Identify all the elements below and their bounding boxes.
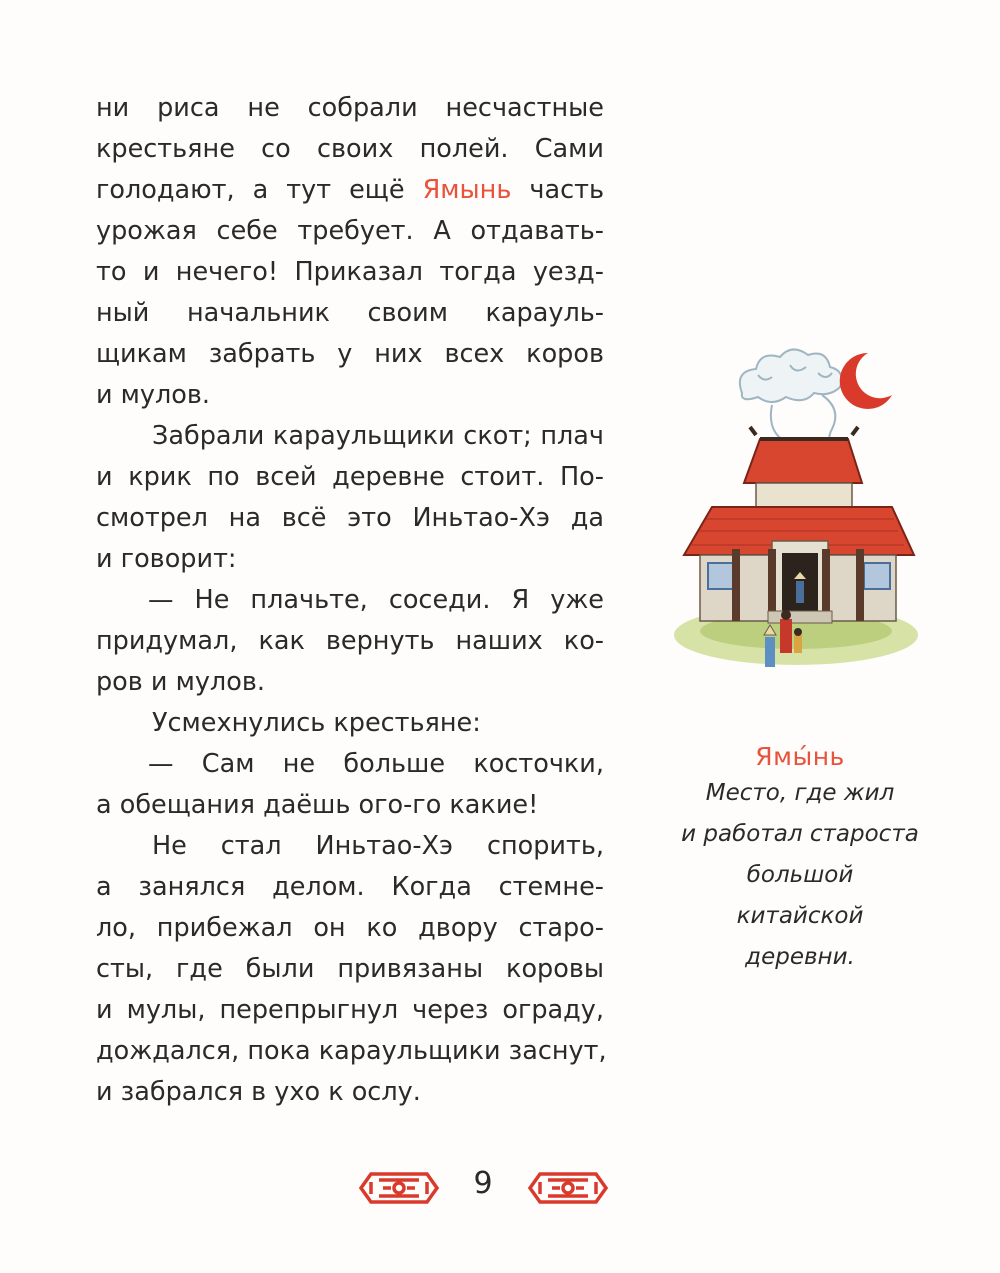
text-line: сты, где были привязаны коровы — [96, 954, 604, 984]
definition-line: деревни. — [745, 944, 855, 970]
glossary-note — [680, 742, 920, 978]
text-line: смотрел на всё это Иньтао-Хэ да — [96, 503, 604, 533]
yamen-building-illustration — [672, 335, 920, 705]
text-line: — Сам не больше косточки, — [148, 749, 604, 779]
text-line: а обещания даёшь ого-го какие! — [96, 790, 539, 820]
text-line: урожая себе требует. А отдавать- — [96, 216, 604, 246]
text-line: ло, прибежал он ко двору старо- — [96, 913, 604, 943]
definition-line: Место, где жил — [705, 780, 895, 806]
text-line: и мулов. — [96, 380, 211, 410]
moon-icon — [840, 353, 892, 409]
text-line: щикам забрать у них всех коров — [96, 339, 604, 369]
text-line: дождался, пока караульщики заснут, — [96, 1036, 607, 1066]
text-line: — Не плачьте, соседи. Я уже — [148, 585, 604, 615]
definition-line: и работал староста — [681, 821, 919, 847]
text-line: и забрался в ухо к ослу. — [96, 1077, 421, 1107]
text-line: ный начальник своим карауль- — [96, 298, 604, 328]
text-line: ни риса не собрали несчастные — [96, 93, 604, 123]
text-line: Не стал Иньтао-Хэ спорить, — [152, 831, 604, 861]
page-number: 9 — [473, 1166, 493, 1201]
text-line: то и нечего! Приказал тогда уезд- — [96, 257, 604, 287]
text-line: Забрали караульщики скот; плач — [152, 421, 604, 451]
chinese-ornament-icon — [526, 1166, 610, 1210]
chinese-ornament-icon — [357, 1166, 441, 1210]
glossary-definition — [680, 773, 920, 978]
text-line: голодают, а тут ещё Ямынь часть — [96, 175, 605, 205]
definition-line: большой китайской — [736, 862, 864, 929]
page-footer — [0, 1158, 1000, 1218]
text-line: Усмехнулись крестьяне: — [152, 708, 481, 738]
text-line: ров и мулов. — [96, 667, 265, 697]
roof — [684, 427, 914, 555]
text-line: и мулы, перепрыгнул через ограду, — [96, 995, 604, 1025]
text-line: и крик по всей деревне стоит. По- — [96, 462, 604, 492]
story-text — [96, 88, 607, 1113]
text-line: крестьяне со своих полей. Сами — [96, 134, 604, 164]
glossary-term: Ямы́нь — [755, 742, 845, 771]
text-line: придумал, как вернуть наших ко- — [96, 626, 604, 656]
text-line: и говорит: — [96, 544, 237, 574]
text-line: а занялся делом. Когда стемне- — [96, 872, 604, 902]
glossary-term-link: Ямынь — [422, 175, 512, 205]
